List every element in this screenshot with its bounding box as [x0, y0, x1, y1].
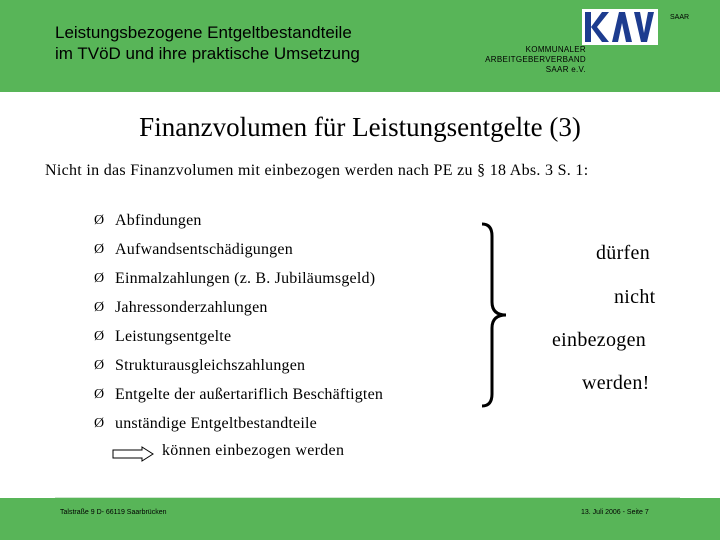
- list-item-label: Aufwandsentschädigungen: [115, 241, 293, 258]
- bullet-arrow-icon: Ø: [94, 387, 105, 402]
- list-item-label: Leistungsentgelte: [115, 328, 232, 345]
- bullet-arrow-icon: Ø: [94, 271, 105, 286]
- bullet-arrow-icon: Ø: [94, 358, 105, 373]
- intro-text: Nicht in das Finanzvolumen mit einbezogen werden nach PE zu § 18 Abs. 3 S. 1:: [45, 162, 589, 179]
- footer-date-page: 13. Juli 2006 - Seite 7: [581, 509, 649, 516]
- slide-title: Finanzvolumen für Leistungsentgelte (3): [139, 112, 581, 142]
- org-line3: SAAR e.V.: [545, 65, 586, 74]
- kav-logo-graphic: [582, 9, 658, 45]
- list-item-label: Abfindungen: [115, 212, 202, 229]
- org-line2: ARBEITGEBERVERBAND: [485, 55, 586, 64]
- bullet-arrow-icon: Ø: [94, 300, 105, 315]
- side-word-duerfen: dürfen: [596, 242, 650, 264]
- side-word-nicht: nicht: [614, 286, 656, 308]
- list-item-label: unständige Entgeltbestandteile: [115, 415, 317, 432]
- header-title-line1: Leistungsbezogene Entgeltbestandteile: [55, 23, 352, 42]
- side-word-einbezogen: einbezogen: [552, 329, 647, 351]
- list-item-label: Jahressonderzahlungen: [115, 299, 268, 316]
- footer-address: Talstraße 9 D- 66119 Saarbrücken: [60, 509, 167, 516]
- continuation-text: können einbezogen werden: [162, 442, 345, 459]
- bullet-arrow-icon: Ø: [94, 416, 105, 431]
- org-line1: KOMMUNALER: [525, 45, 586, 54]
- list-item-label: Entgelte der außertariflich Beschäftigten: [115, 386, 384, 403]
- bullet-arrow-icon: Ø: [94, 329, 105, 344]
- kav-logo: [582, 9, 658, 45]
- curly-brace-icon: [478, 222, 518, 408]
- side-word-werden: werden!: [582, 372, 650, 394]
- right-arrow-icon: [112, 446, 154, 462]
- list-item-label: Einmalzahlungen (z. B. Jubiläumsgeld): [115, 270, 376, 287]
- list-item-label: Strukturausgleichszahlungen: [115, 357, 306, 374]
- header-title: [55, 22, 360, 64]
- bullet-arrow-icon: Ø: [94, 213, 105, 228]
- footer-bar: [0, 498, 720, 540]
- header-title-line2: im TVöD und ihre praktische Umsetzung: [55, 44, 360, 63]
- bullet-arrow-icon: Ø: [94, 242, 105, 257]
- org-name: [476, 45, 586, 75]
- region-label: SAAR: [670, 14, 690, 21]
